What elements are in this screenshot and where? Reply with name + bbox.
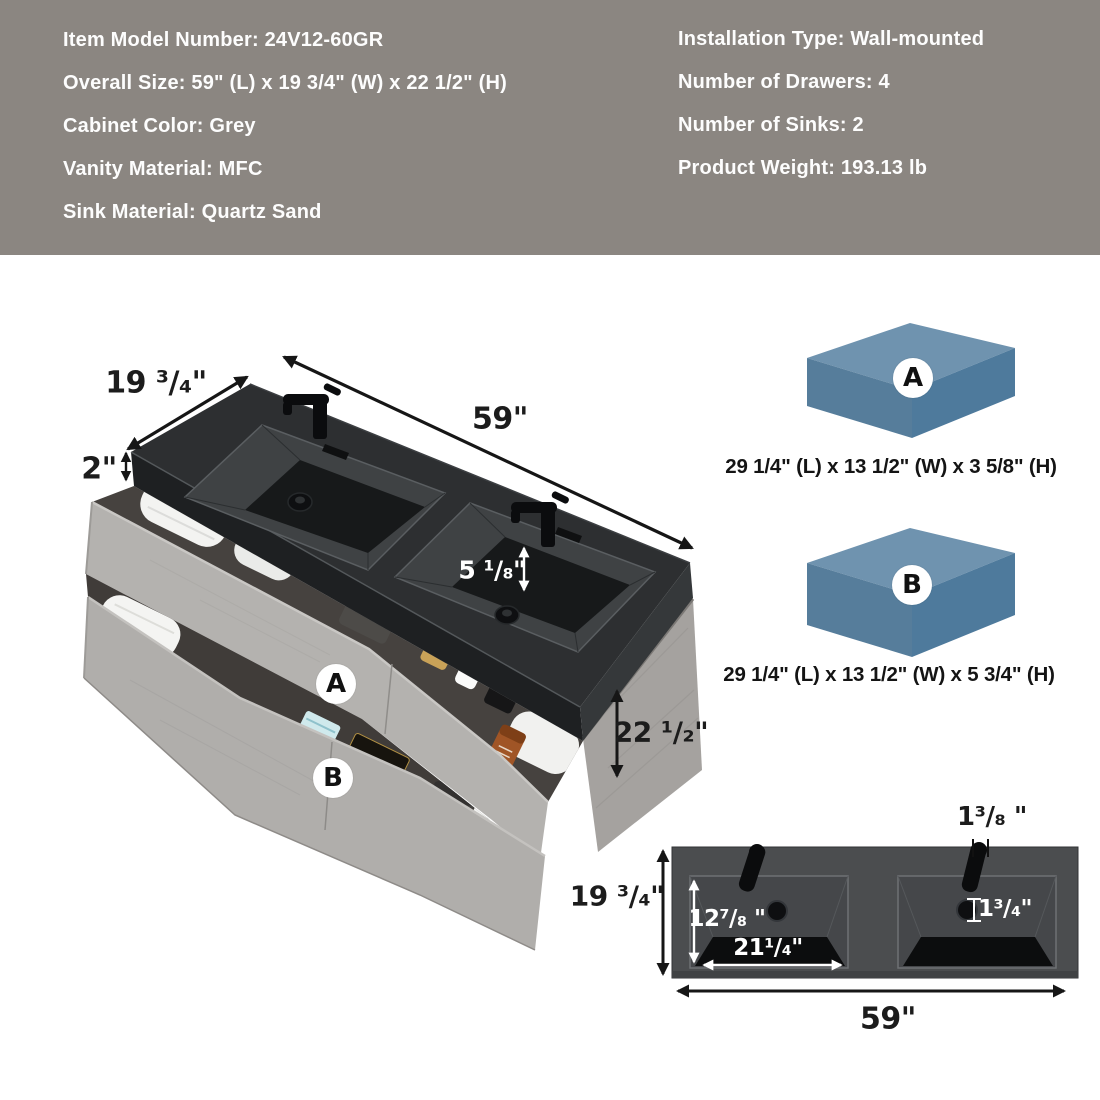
- dim-label-length-59: 59": [472, 401, 528, 437]
- spec-number-of-sinks: Number of Sinks: 2: [678, 114, 864, 136]
- dim-label-height-22-1-2: 22 ¹/₂": [613, 715, 709, 749]
- main-vanity-illustration: [84, 357, 702, 950]
- spec-overall-size: Overall Size: 59" (L) x 19 3/4" (W) x 22 1/2" (H): [63, 72, 507, 94]
- drawer-b-badge-letter: B: [323, 763, 343, 793]
- box-a-badge-letter: A: [902, 363, 924, 393]
- drain-cap: [288, 493, 312, 511]
- spec-model-number: Item Model Number: 24V12-60GR: [63, 29, 384, 51]
- spec-sink-material: Sink Material: Quartz Sand: [63, 201, 322, 223]
- tv-label-sink-width-21-1-4: 21¹/₄": [733, 935, 803, 961]
- drawer-b-badge: [313, 758, 353, 798]
- spec-vanity-material: Vanity Material: MFC: [63, 158, 263, 180]
- tv-label-faucet-hole-1-3-8: 1³/₈ ": [957, 802, 1027, 832]
- drain-top-view: [767, 901, 787, 921]
- tv-label-sink-depth-12-7-8: 12⁷/₈ ": [688, 906, 766, 932]
- tv-label-depth-19-3-4: 19 ³/₄": [569, 879, 665, 913]
- drawer-a-badge: [316, 664, 356, 704]
- box-a-badge: [893, 358, 933, 398]
- drawer-b-dimensions: 29 1/4" (L) x 13 1/2" (W) x 5 3/4" (H): [723, 663, 1055, 686]
- tv-label-length-59: 59": [860, 1001, 916, 1037]
- tv-label-drain-1-3-4: 1³/₄": [977, 896, 1033, 922]
- dim-label-thickness-2: 2": [81, 451, 117, 487]
- spec-installation-type: Installation Type: Wall-mounted: [678, 28, 985, 50]
- drawer-a-dimensions: 29 1/4" (L) x 13 1/2" (W) x 3 5/8" (H): [725, 455, 1057, 478]
- spec-product-weight: Product Weight: 193.13 lb: [678, 157, 928, 179]
- box-b-badge: [892, 565, 932, 605]
- dim-label-sink-depth-5-1-8: 5 ¹/₈": [458, 555, 526, 585]
- dim-label-width-19-3-4: 19 ³/₄": [105, 365, 207, 401]
- drawer-a-badge-letter: A: [325, 669, 347, 699]
- drain-cap: [495, 606, 519, 624]
- box-b-badge-letter: B: [902, 570, 922, 600]
- spec-cabinet-color: Cabinet Color: Grey: [63, 115, 256, 137]
- spec-number-of-drawers: Number of Drawers: 4: [678, 71, 890, 93]
